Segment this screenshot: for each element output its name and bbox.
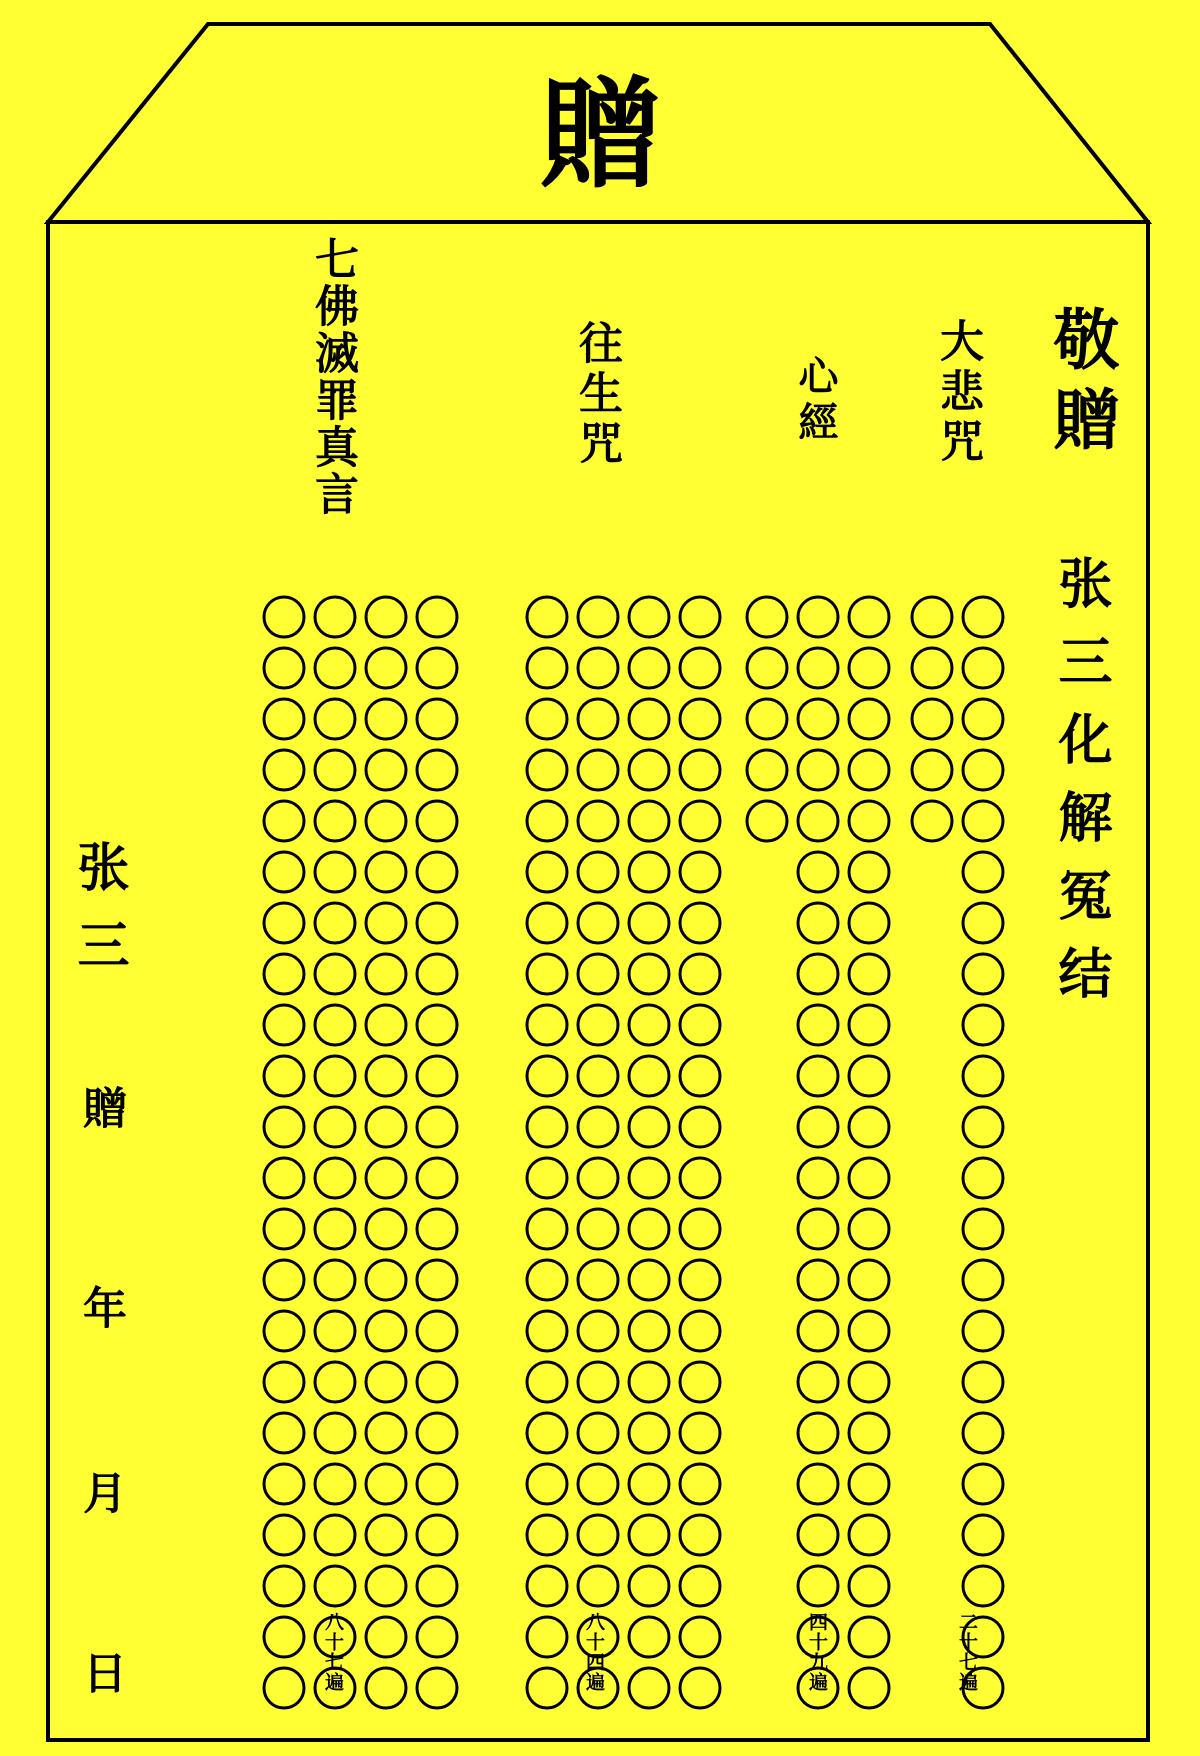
tally-circle-seven-buddhas — [366, 1311, 406, 1351]
tally-circle-rebirth — [629, 852, 669, 892]
tally-circle-seven-buddhas — [315, 1362, 355, 1402]
dedication-text: 张三化解冤结 — [1050, 555, 1114, 1023]
count-label-great-compassion: 二十七遍 — [956, 1612, 978, 1692]
tally-circle-seven-buddhas — [315, 903, 355, 943]
tally-circle-rebirth — [578, 1311, 618, 1351]
tally-circle-rebirth — [680, 1209, 720, 1249]
tally-circle-rebirth — [680, 1158, 720, 1198]
tally-circle-seven-buddhas — [417, 1668, 457, 1708]
tally-circle-great-compassion — [963, 1209, 1003, 1249]
tally-circle-seven-buddhas — [264, 1617, 304, 1657]
tally-circle-heart-sutra — [747, 597, 787, 637]
tally-circle-rebirth — [578, 1056, 618, 1096]
tally-circle-seven-buddhas — [315, 1617, 355, 1657]
year-field: 年 — [75, 1285, 126, 1329]
tally-circle-heart-sutra — [798, 597, 838, 637]
tally-circle-rebirth — [680, 648, 720, 688]
tally-circle-rebirth — [578, 750, 618, 790]
tally-circle-heart-sutra — [849, 699, 889, 739]
tally-circle-seven-buddhas — [417, 1617, 457, 1657]
tally-circle-seven-buddhas — [264, 903, 304, 943]
tally-circle-rebirth — [680, 1005, 720, 1045]
tally-circle-seven-buddhas — [264, 1260, 304, 1300]
tally-circle-seven-buddhas — [315, 648, 355, 688]
tally-circle-heart-sutra — [849, 1311, 889, 1351]
tally-circle-seven-buddhas — [264, 648, 304, 688]
mantra-title-rebirth: 往生咒 — [571, 320, 622, 470]
tally-circle-rebirth — [680, 801, 720, 841]
month-field: 月 — [75, 1470, 126, 1514]
tally-circle-rebirth — [629, 1464, 669, 1504]
tally-circle-rebirth — [578, 1158, 618, 1198]
tally-circle-seven-buddhas — [366, 1362, 406, 1402]
tally-circle-heart-sutra — [849, 648, 889, 688]
tally-circle-heart-sutra — [849, 852, 889, 892]
tally-circle-rebirth — [629, 1311, 669, 1351]
tally-circle-rebirth — [680, 903, 720, 943]
tally-circle-heart-sutra — [798, 1668, 838, 1708]
tally-circle-rebirth — [629, 1209, 669, 1249]
tally-circle-rebirth — [680, 1056, 720, 1096]
tally-circle-heart-sutra — [849, 1158, 889, 1198]
tally-circle-rebirth — [629, 597, 669, 637]
tally-circle-seven-buddhas — [366, 801, 406, 841]
tally-circle-seven-buddhas — [315, 801, 355, 841]
tally-circle-heart-sutra — [849, 1668, 889, 1708]
tally-circle-seven-buddhas — [264, 954, 304, 994]
tally-circle-seven-buddhas — [417, 954, 457, 994]
tally-circle-heart-sutra — [747, 648, 787, 688]
tally-circle-seven-buddhas — [315, 1158, 355, 1198]
tally-circle-rebirth — [527, 1107, 567, 1147]
tally-circle-heart-sutra — [798, 852, 838, 892]
tally-circle-rebirth — [629, 1515, 669, 1555]
tally-circle-great-compassion — [963, 1413, 1003, 1453]
tally-circle-seven-buddhas — [417, 1515, 457, 1555]
tally-circle-seven-buddhas — [366, 648, 406, 688]
tally-circle-great-compassion — [963, 1362, 1003, 1402]
tally-circle-seven-buddhas — [264, 1056, 304, 1096]
tally-circle-rebirth — [578, 903, 618, 943]
tally-circle-rebirth — [527, 852, 567, 892]
donor-gift-char: 贈 — [75, 1085, 126, 1129]
tally-circle-great-compassion — [963, 1056, 1003, 1096]
tally-circle-rebirth — [527, 1617, 567, 1657]
tally-circle-heart-sutra — [798, 1566, 838, 1606]
tally-circle-seven-buddhas — [366, 1260, 406, 1300]
tally-circle-great-compassion — [963, 648, 1003, 688]
tally-circle-rebirth — [578, 1566, 618, 1606]
tally-circle-rebirth — [629, 1566, 669, 1606]
tally-circle-heart-sutra — [849, 1107, 889, 1147]
day-field: 日 — [75, 1650, 126, 1694]
tally-circle-rebirth — [527, 903, 567, 943]
tally-circle-great-compassion — [963, 852, 1003, 892]
tally-circle-seven-buddhas — [366, 954, 406, 994]
tally-circle-heart-sutra — [849, 1260, 889, 1300]
tally-circle-rebirth — [629, 1668, 669, 1708]
tally-circle-seven-buddhas — [315, 1260, 355, 1300]
tally-circle-seven-buddhas — [264, 801, 304, 841]
tally-circle-great-compassion — [963, 1260, 1003, 1300]
tally-circle-seven-buddhas — [417, 597, 457, 637]
tally-circle-seven-buddhas — [417, 1413, 457, 1453]
tally-circle-rebirth — [578, 1209, 618, 1249]
tally-circle-rebirth — [578, 1668, 618, 1708]
tally-circle-great-compassion — [963, 1617, 1003, 1657]
tally-circle-seven-buddhas — [264, 1464, 304, 1504]
tally-circle-heart-sutra — [849, 1362, 889, 1402]
tally-circle-heart-sutra — [798, 1617, 838, 1657]
tally-circle-rebirth — [629, 954, 669, 994]
tally-circle-heart-sutra — [798, 1158, 838, 1198]
tally-circle-rebirth — [629, 1362, 669, 1402]
tally-circle-rebirth — [578, 648, 618, 688]
tally-circle-seven-buddhas — [417, 1260, 457, 1300]
tally-circle-seven-buddhas — [417, 852, 457, 892]
tally-circle-seven-buddhas — [315, 1107, 355, 1147]
tally-circle-rebirth — [629, 1005, 669, 1045]
respect-gift-text: 敬贈 — [1042, 305, 1120, 465]
tally-circle-great-compassion — [912, 750, 952, 790]
tally-circle-seven-buddhas — [264, 1311, 304, 1351]
tally-circle-seven-buddhas — [315, 597, 355, 637]
tally-circle-heart-sutra — [849, 1566, 889, 1606]
tally-circle-seven-buddhas — [417, 1158, 457, 1198]
tally-circle-rebirth — [527, 1158, 567, 1198]
tally-circle-heart-sutra — [849, 1005, 889, 1045]
tally-circle-seven-buddhas — [417, 903, 457, 943]
tally-circle-seven-buddhas — [264, 1515, 304, 1555]
tally-circle-rebirth — [578, 1107, 618, 1147]
tally-circle-heart-sutra — [798, 648, 838, 688]
tally-circle-heart-sutra — [747, 699, 787, 739]
tally-circle-rebirth — [680, 1566, 720, 1606]
tally-circle-rebirth — [578, 1005, 618, 1045]
tally-circle-great-compassion — [963, 1311, 1003, 1351]
tally-circle-rebirth — [527, 954, 567, 994]
tally-circle-seven-buddhas — [417, 750, 457, 790]
donor-name: 张三 — [68, 840, 129, 996]
tally-circle-rebirth — [629, 699, 669, 739]
tally-circle-rebirth — [680, 852, 720, 892]
tally-circle-rebirth — [527, 1311, 567, 1351]
tally-circle-seven-buddhas — [366, 1566, 406, 1606]
tally-circle-seven-buddhas — [366, 1209, 406, 1249]
tally-circle-seven-buddhas — [366, 699, 406, 739]
tally-circle-seven-buddhas — [315, 1464, 355, 1504]
tally-circle-rebirth — [578, 1464, 618, 1504]
tally-circle-heart-sutra — [849, 750, 889, 790]
tally-circle-rebirth — [629, 1056, 669, 1096]
tally-circle-rebirth — [629, 1158, 669, 1198]
tally-circle-rebirth — [680, 1413, 720, 1453]
tally-circle-seven-buddhas — [264, 1107, 304, 1147]
tally-circle-rebirth — [680, 750, 720, 790]
tally-circle-seven-buddhas — [417, 1311, 457, 1351]
tally-circle-seven-buddhas — [366, 597, 406, 637]
tally-circle-rebirth — [527, 1413, 567, 1453]
tally-circle-rebirth — [680, 1362, 720, 1402]
tally-circle-great-compassion — [963, 903, 1003, 943]
tally-circle-seven-buddhas — [264, 852, 304, 892]
tally-circle-seven-buddhas — [315, 699, 355, 739]
tally-circle-heart-sutra — [849, 1413, 889, 1453]
tally-circle-seven-buddhas — [417, 1464, 457, 1504]
tally-circle-great-compassion — [963, 1005, 1003, 1045]
tally-circle-seven-buddhas — [366, 1107, 406, 1147]
tally-circle-great-compassion — [963, 750, 1003, 790]
tally-circle-rebirth — [527, 750, 567, 790]
tally-circle-seven-buddhas — [315, 1413, 355, 1453]
tally-circle-rebirth — [527, 597, 567, 637]
tally-circle-heart-sutra — [798, 1413, 838, 1453]
tally-circle-great-compassion — [963, 1668, 1003, 1708]
tally-circle-rebirth — [680, 1668, 720, 1708]
tally-circle-rebirth — [527, 1005, 567, 1045]
tally-circle-seven-buddhas — [264, 597, 304, 637]
tally-circle-seven-buddhas — [315, 1515, 355, 1555]
tally-circle-rebirth — [527, 1260, 567, 1300]
tally-circle-rebirth — [527, 648, 567, 688]
tally-circle-seven-buddhas — [366, 1158, 406, 1198]
tally-circle-rebirth — [680, 1260, 720, 1300]
tally-circle-heart-sutra — [798, 1107, 838, 1147]
tally-circle-rebirth — [527, 1362, 567, 1402]
mantra-title-great-compassion: 大悲咒 — [932, 318, 983, 468]
tally-circle-seven-buddhas — [315, 1566, 355, 1606]
tally-circle-heart-sutra — [798, 1056, 838, 1096]
tally-circle-rebirth — [527, 1515, 567, 1555]
tally-circle-great-compassion — [912, 648, 952, 688]
tally-circle-seven-buddhas — [417, 1362, 457, 1402]
tally-circle-great-compassion — [912, 597, 952, 637]
tally-circle-heart-sutra — [798, 1311, 838, 1351]
tally-circle-seven-buddhas — [366, 1464, 406, 1504]
tally-circle-heart-sutra — [849, 1515, 889, 1555]
tally-circle-seven-buddhas — [417, 801, 457, 841]
tally-circle-heart-sutra — [849, 801, 889, 841]
tally-circle-rebirth — [680, 1617, 720, 1657]
tally-circle-rebirth — [629, 1260, 669, 1300]
tally-circle-rebirth — [527, 1464, 567, 1504]
tally-circle-seven-buddhas — [264, 1413, 304, 1453]
tally-circle-heart-sutra — [798, 1515, 838, 1555]
tally-circle-heart-sutra — [798, 1005, 838, 1045]
tally-circle-seven-buddhas — [315, 1668, 355, 1708]
tally-circle-heart-sutra — [798, 1362, 838, 1402]
tally-circle-seven-buddhas — [264, 1158, 304, 1198]
tally-circle-seven-buddhas — [366, 750, 406, 790]
tally-circle-heart-sutra — [798, 954, 838, 994]
tally-circle-rebirth — [680, 1464, 720, 1504]
tally-circle-great-compassion — [912, 801, 952, 841]
tally-circle-rebirth — [680, 1515, 720, 1555]
tally-circle-heart-sutra — [798, 1464, 838, 1504]
tally-circle-seven-buddhas — [264, 750, 304, 790]
tally-circle-great-compassion — [963, 1464, 1003, 1504]
tally-circle-seven-buddhas — [366, 1413, 406, 1453]
tally-circle-rebirth — [578, 1413, 618, 1453]
tally-circle-rebirth — [527, 1668, 567, 1708]
tally-circle-seven-buddhas — [315, 1209, 355, 1249]
tally-circle-seven-buddhas — [366, 1515, 406, 1555]
tally-circle-seven-buddhas — [315, 1005, 355, 1045]
tally-circle-rebirth — [629, 801, 669, 841]
tally-circle-rebirth — [629, 1107, 669, 1147]
tally-circle-rebirth — [578, 1515, 618, 1555]
tally-circle-rebirth — [527, 699, 567, 739]
tally-circle-rebirth — [680, 597, 720, 637]
count-label-rebirth: 八十四遍 — [583, 1612, 605, 1692]
tally-circle-seven-buddhas — [264, 1209, 304, 1249]
tally-circle-rebirth — [527, 1056, 567, 1096]
tally-circle-great-compassion — [963, 597, 1003, 637]
tally-circle-heart-sutra — [849, 1209, 889, 1249]
tally-circle-rebirth — [527, 1209, 567, 1249]
tally-circle-rebirth — [680, 1107, 720, 1147]
tally-circle-heart-sutra — [849, 597, 889, 637]
tally-circle-seven-buddhas — [264, 1668, 304, 1708]
tally-circle-heart-sutra — [798, 801, 838, 841]
tally-circle-rebirth — [629, 1617, 669, 1657]
tally-circle-seven-buddhas — [366, 1056, 406, 1096]
tally-circle-heart-sutra — [849, 1617, 889, 1657]
tally-circle-seven-buddhas — [264, 1566, 304, 1606]
tally-circle-great-compassion — [963, 801, 1003, 841]
tally-circle-great-compassion — [963, 1107, 1003, 1147]
tally-circle-heart-sutra — [798, 750, 838, 790]
tally-circle-seven-buddhas — [315, 852, 355, 892]
tally-circle-rebirth — [629, 648, 669, 688]
tally-circle-rebirth — [629, 750, 669, 790]
tally-circle-rebirth — [680, 699, 720, 739]
tally-circle-seven-buddhas — [417, 1566, 457, 1606]
tally-circle-seven-buddhas — [366, 1005, 406, 1045]
tally-circle-rebirth — [578, 1362, 618, 1402]
tally-circle-seven-buddhas — [315, 1311, 355, 1351]
tally-circle-heart-sutra — [747, 801, 787, 841]
tally-circle-heart-sutra — [747, 750, 787, 790]
tally-circle-seven-buddhas — [264, 1005, 304, 1045]
tally-circle-rebirth — [578, 801, 618, 841]
tally-circle-rebirth — [578, 597, 618, 637]
tally-circle-seven-buddhas — [417, 1107, 457, 1147]
tally-circle-seven-buddhas — [366, 852, 406, 892]
tally-circle-rebirth — [578, 852, 618, 892]
tally-circle-rebirth — [629, 1413, 669, 1453]
tally-circle-heart-sutra — [798, 1209, 838, 1249]
tally-circle-great-compassion — [963, 1566, 1003, 1606]
tally-circle-heart-sutra — [798, 1260, 838, 1300]
tally-circle-heart-sutra — [849, 903, 889, 943]
tally-circle-rebirth — [578, 954, 618, 994]
tally-circle-seven-buddhas — [366, 903, 406, 943]
tally-circle-seven-buddhas — [315, 750, 355, 790]
tally-circle-seven-buddhas — [315, 954, 355, 994]
tally-circle-heart-sutra — [849, 1056, 889, 1096]
tally-circle-rebirth — [578, 1260, 618, 1300]
tally-circle-seven-buddhas — [417, 699, 457, 739]
tally-circle-seven-buddhas — [417, 1005, 457, 1045]
tally-circle-great-compassion — [963, 699, 1003, 739]
tally-circle-great-compassion — [963, 1158, 1003, 1198]
tally-circle-seven-buddhas — [417, 648, 457, 688]
tally-circle-seven-buddhas — [366, 1668, 406, 1708]
mantra-title-heart-sutra: 心經 — [792, 355, 839, 447]
tally-circle-rebirth — [578, 1617, 618, 1657]
tally-circle-seven-buddhas — [315, 1056, 355, 1096]
tally-circle-seven-buddhas — [417, 1209, 457, 1249]
tally-circle-seven-buddhas — [417, 1056, 457, 1096]
tally-circle-rebirth — [527, 1566, 567, 1606]
tally-circle-rebirth — [680, 1311, 720, 1351]
tally-circle-rebirth — [680, 954, 720, 994]
tally-circle-heart-sutra — [798, 699, 838, 739]
tally-circle-great-compassion — [963, 954, 1003, 994]
tally-circle-heart-sutra — [798, 903, 838, 943]
tally-circle-rebirth — [578, 699, 618, 739]
mantra-title-seven-buddhas: 七佛滅罪真言 — [307, 236, 358, 518]
count-label-heart-sutra: 四十九遍 — [806, 1612, 828, 1692]
tally-circle-seven-buddhas — [366, 1617, 406, 1657]
tally-circle-seven-buddhas — [264, 699, 304, 739]
header-character: 贈 — [540, 64, 660, 205]
tally-circle-heart-sutra — [849, 1464, 889, 1504]
tally-circle-heart-sutra — [849, 954, 889, 994]
tally-circle-great-compassion — [963, 1515, 1003, 1555]
tally-circle-rebirth — [629, 903, 669, 943]
count-label-seven-buddhas: 八十七遍 — [322, 1612, 344, 1692]
tally-circle-seven-buddhas — [264, 1362, 304, 1402]
tally-circle-great-compassion — [912, 699, 952, 739]
tally-circle-rebirth — [527, 801, 567, 841]
